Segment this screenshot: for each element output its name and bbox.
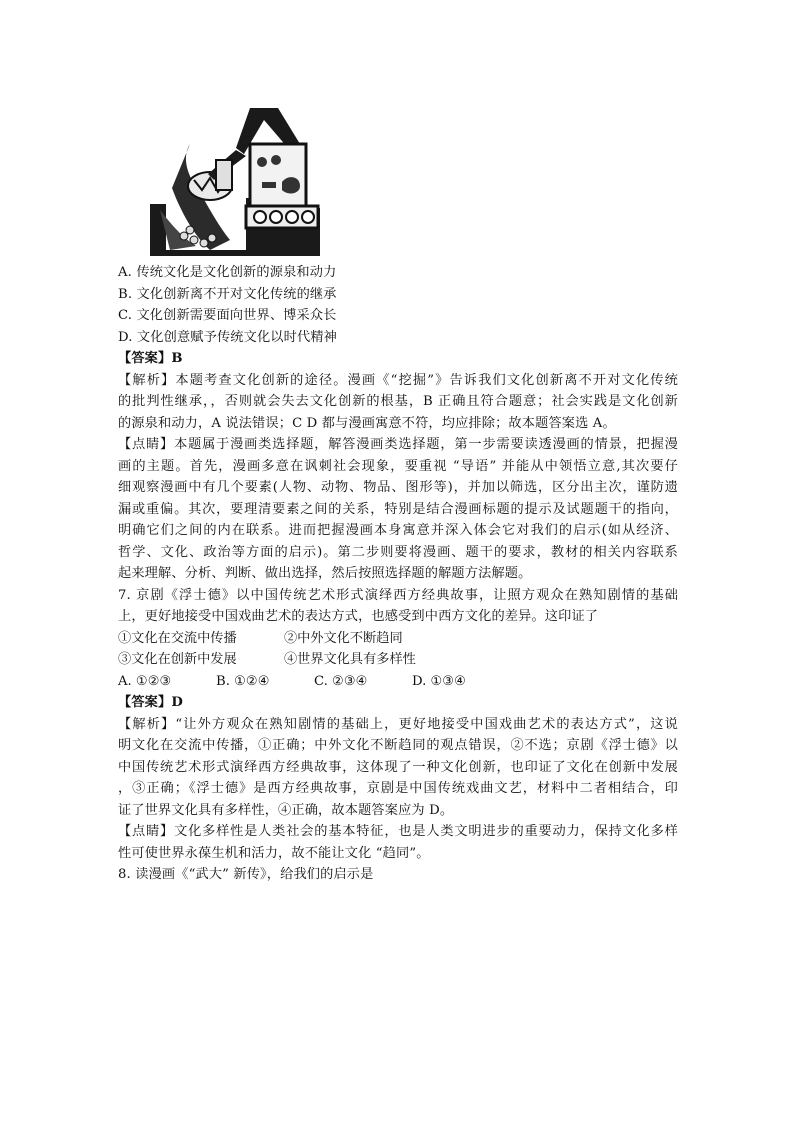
q6-analysis-line: 【解析】本题考查文化创新的途径。漫画《“挖掘”》告诉我们文化创新离不开对文化传统 [118,372,678,388]
q7-stem-line: 7. 京剧《浮士德》以中国传统艺术形式演绎西方经典故事，让照方观众在熟知剧情的基础 [118,587,678,603]
q6-option-d: D. 文化创意赋予传统文化以时代精神 [118,329,337,345]
q6-options [118,262,678,348]
q7-tip-line: 【点睛】文化多样性是人类社会的基本特征，也是人类文明进步的重要动力，保持文化多样 [118,824,678,839]
q7-items-row-2 [118,649,678,671]
q6-tip-line: 细观察漫画中有几个要素(人物、动物、物品、图形等)，并加以筛选，区分出主次，谨防遗 [118,480,678,495]
q6-tip [118,434,678,585]
q6-analysis-line: 的源泉和动力，A 说法错误；C D 都与漫画寓意不符，均应排除；故本题答案选 A。 [118,415,616,431]
q7-stem-line: 上，更好地接受中国戏曲艺术的表达方式，也感受到中西方文化的差异。这印证了 [118,609,599,624]
digging-excavator-cartoon-icon [150,100,320,258]
q6-tip-line: 画的主题。首先，漫画多意在讽刺社会现象，要重视 “导语” 并能从中领悟立意,其次要仔 [118,458,678,474]
q6-analysis [118,370,678,435]
q7-item-3: ③文化在创新中发展 [118,652,237,667]
q6-tip-line: 【点睛】本题属于漫画类选择题，解答漫画类选择题，第一步需要读透漫画的情景，把握漫 [118,437,678,452]
q6-tip-line: 哲学、文化、政治等方面的启示)。第二步则要将漫画、题干的要求，教材的相关内容联系 [118,544,678,560]
q6-tip-line: 起来理解、分析、判断、做出选择，然后按照选择题的解题方法解题。 [118,566,532,581]
q7-analysis-line: 中国传统艺术形式演绎西方经典故事，这体现了一种文化创新，也印证了文化在创新中发展 [118,759,678,775]
q6-option-c: C. 文化创新需要面向世界、博采众长 [118,308,337,323]
q7-choice-c: C. ②③④ [314,673,368,689]
q7-analysis-line: 证了世界文化具有多样性，④正确，故本题答案应为 D。 [118,802,454,818]
content [118,262,678,886]
q7-stem [118,585,678,628]
q7-analysis-line: 【解析】“让外方观众在熟知剧情的基础上，更好地接受中国戏曲艺术的表达方式”，这说 [118,716,678,732]
q7-tip-line: 性可使世界永葆生机和活力，故不能让文化 “趋同”。 [118,845,430,861]
q7-item-1: ①文化在交流中传播 [118,630,237,646]
q7-choice-d: D. ①③④ [412,673,466,689]
q6-tip-line: 漏或重偏。其次，要理清要素之间的关系，特别是结合漫画标题的提示及试题题干的指向， [118,501,678,517]
q6-answer: 【答案】B [118,351,183,366]
q6-option-b: B. 文化创新离不开对文化传统的继承 [118,286,337,302]
q7-item-4: ④世界文化具有多样性 [284,652,416,667]
q7-items-row-1 [118,628,678,650]
q7-item-2: ②中外文化不断趋同 [284,630,403,646]
q7-choice-b: B. ①②④ [216,673,270,689]
q7-choices [118,671,678,693]
q6-option-a: A. 传统文化是文化创新的源泉和动力 [118,265,337,280]
q7-analysis-line: 明文化在交流中传播，①正确；中外文化不断趋同的观点错误，②不选；京剧《浮士德》以 [118,738,678,753]
q7-answer: 【答案】D [118,695,183,710]
q6-tip-line: 明确它们之间的内在联系。进而把握漫画本身寓意并深入体会它对我们的启示(如从经济、 [118,523,678,538]
q7-analysis [118,714,678,822]
q7-choice-a: A. ①②③ [118,673,172,689]
q6-analysis-line: 的批判性继承，，否则就会失去文化创新的根基，B 正确且符合题意；社会实践是文化创新 [118,394,678,409]
q8-stem: 8. 读漫画《“武大” 新传》，给我们的启示是 [118,867,374,882]
q7-analysis-line: ，③正确；《浮士德》是西方经典故事，京剧是中国传统戏曲文艺，材料中二者相结合，印 [118,781,678,796]
q7-tip [118,821,678,864]
